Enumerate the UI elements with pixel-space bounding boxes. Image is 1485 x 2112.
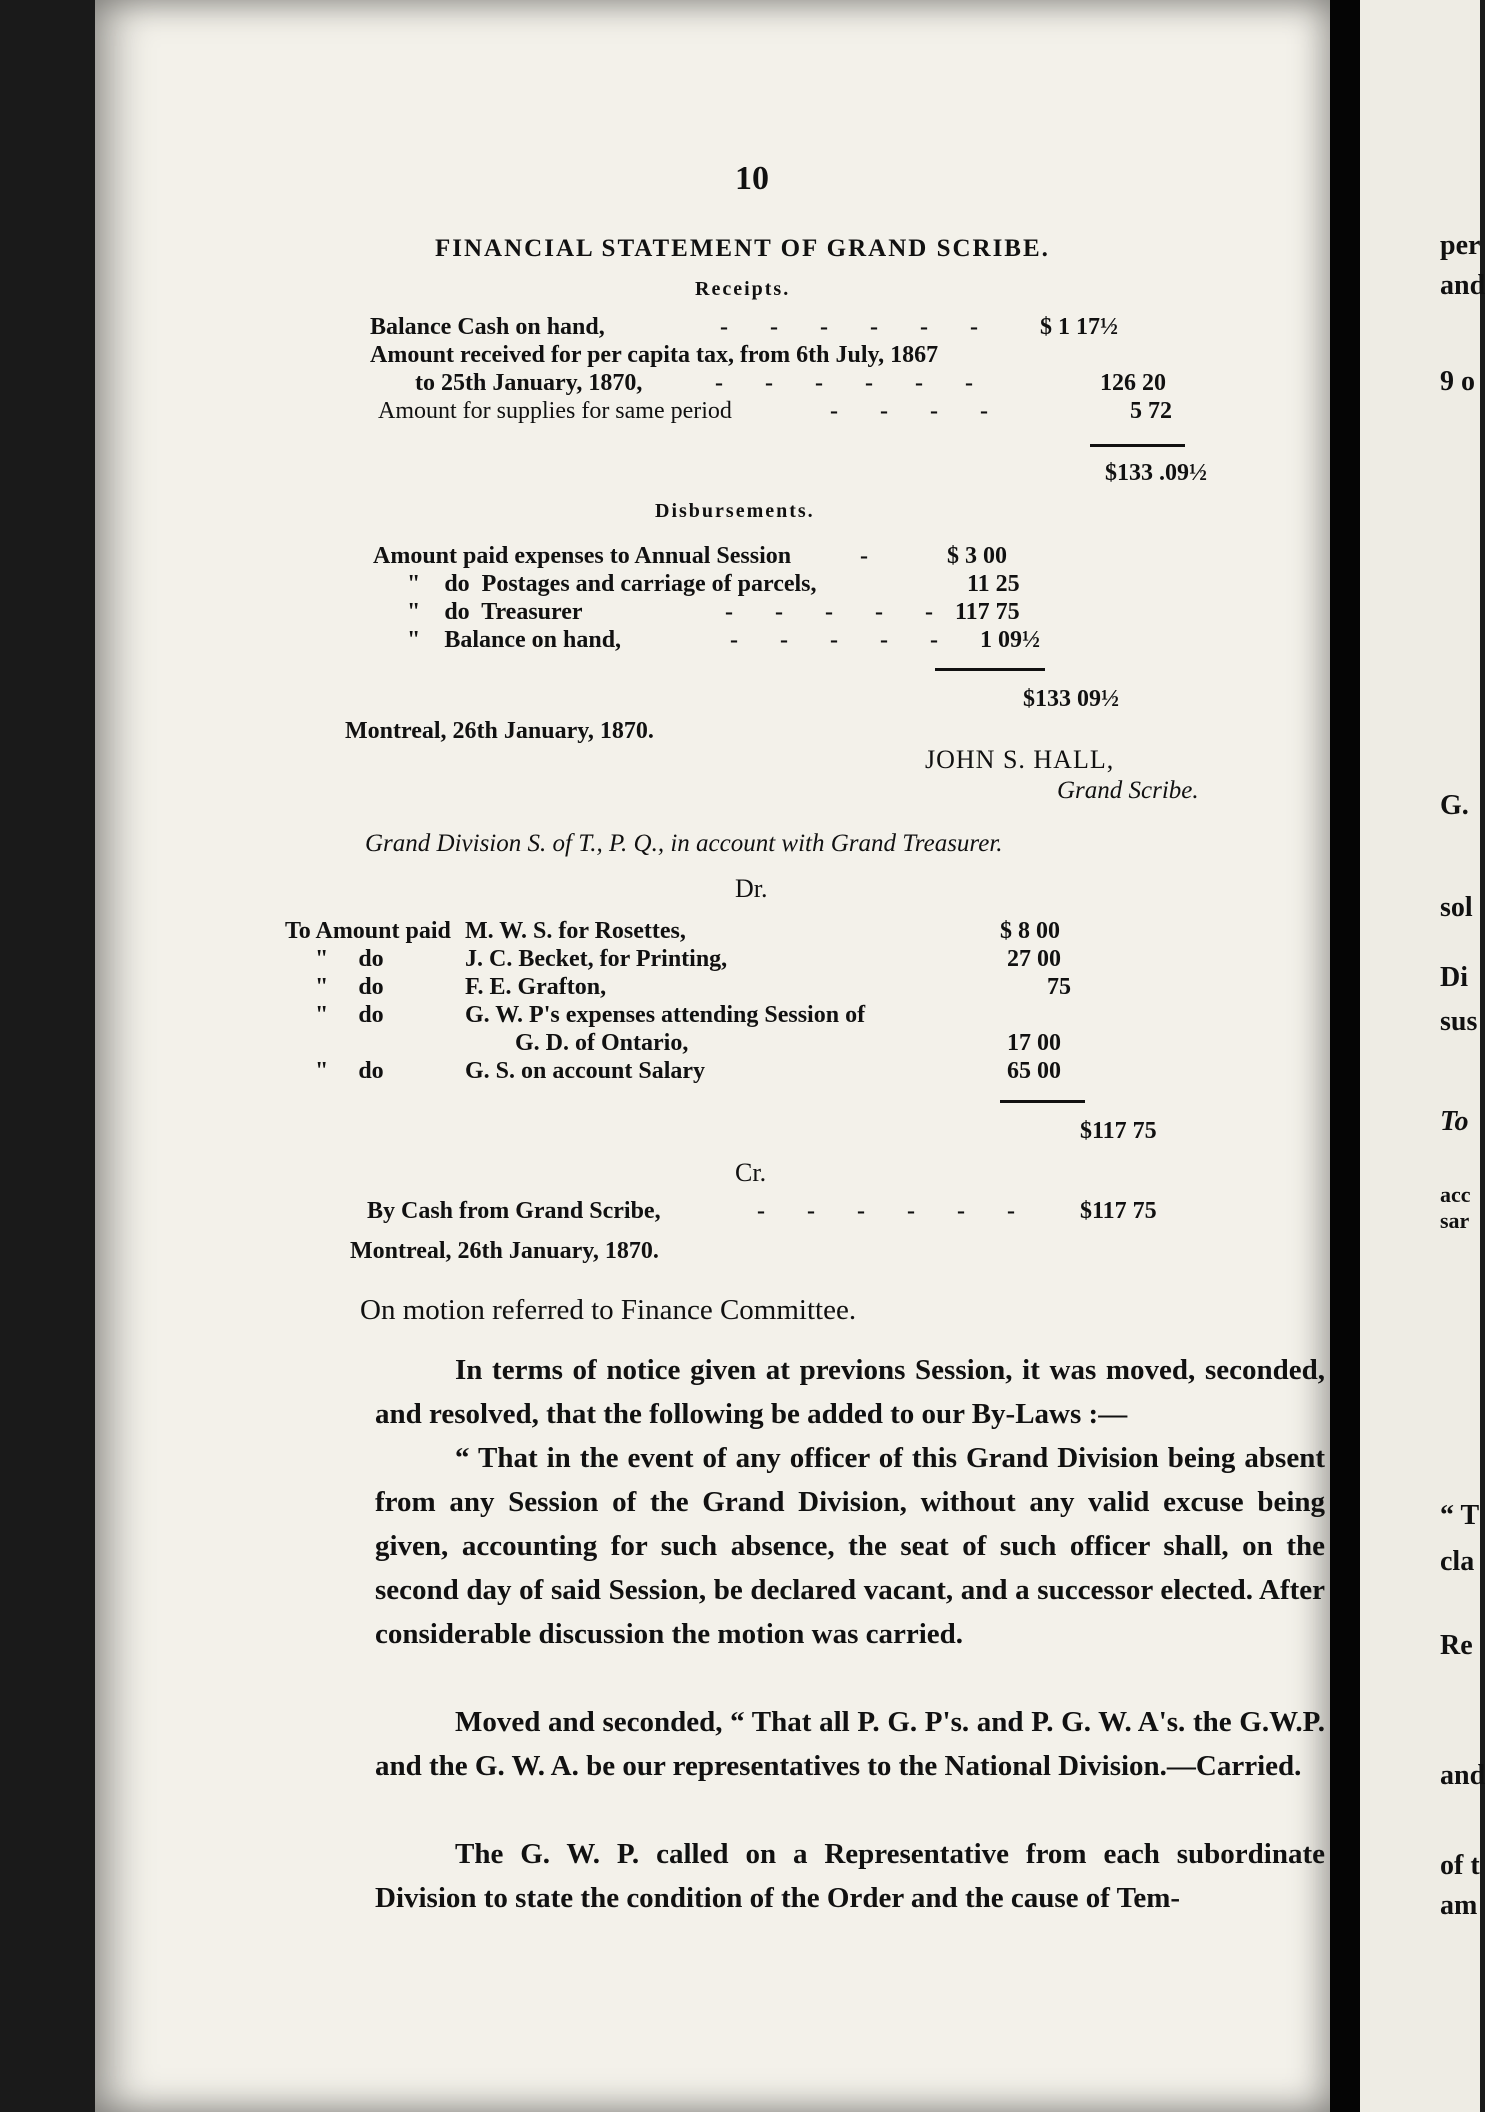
receipt-row-label: Amount for supplies for same period (378, 398, 732, 424)
dr-row-description: J. C. Becket, for Printing, (465, 946, 728, 972)
receipt-row-label: to 25th January, 1870, (415, 370, 643, 396)
dr-row-amount: 17 00 (1007, 1030, 1061, 1056)
dr-row-description: G. D. of Ontario, (515, 1030, 689, 1056)
dr-row-amount: 75 (1047, 974, 1071, 1000)
facing-page-fragment: sus (1440, 1006, 1478, 1037)
facing-page-fragment: Di (1440, 962, 1468, 993)
dr-row-col1: " do (315, 946, 384, 972)
facing-page-fragment: “ T (1440, 1500, 1480, 1531)
disbursement-row-amount: 11 25 (967, 571, 1020, 597)
dr-row-amount: 27 00 (1007, 946, 1061, 972)
facing-page-fragment: per (1440, 230, 1481, 261)
facing-page-fragment: and (1440, 270, 1485, 301)
receipt-row-leader: - - - - - - (720, 314, 996, 340)
disbursements-heading: Disbursements. (655, 500, 815, 522)
disbursement-row-amount: 1 09½ (980, 627, 1040, 653)
dr-row-amount: 65 00 (1007, 1058, 1061, 1084)
dr-row-amount: $ 8 00 (1000, 918, 1060, 944)
page-number: 10 (735, 160, 769, 197)
disbursement-row-label: " Balance on hand, (407, 627, 622, 653)
receipt-row-amount: 126 20 (1100, 370, 1166, 396)
receipt-row-amount: 5 72 (1130, 398, 1172, 424)
disbursements-total-rule (935, 668, 1045, 671)
facing-page-edge (1360, 0, 1480, 2112)
dr-row-description: G. S. on account Salary (465, 1058, 706, 1084)
paragraph-finance-committee: On motion referred to Finance Committee. (360, 1294, 857, 1326)
disbursements-total: $133 09½ (1023, 686, 1119, 712)
book-gutter (1330, 0, 1360, 2112)
disbursement-row-label: " do Treasurer (407, 599, 583, 625)
dr-row-col1: To Amount paid (285, 918, 451, 944)
facing-page-fragment: am (1440, 1890, 1478, 1921)
cr-row-label: By Cash from Grand Scribe, (367, 1198, 661, 1224)
receipt-row-leader: - - - - - - (715, 370, 991, 396)
dr-total: $117 75 (1080, 1118, 1157, 1144)
treasurer-account-heading: Grand Division S. of T., P. Q., in account with Grand Treasurer. (365, 830, 1003, 857)
facing-page-fragment: sar (1440, 1208, 1470, 1233)
dr-total-rule (1000, 1100, 1085, 1103)
disbursement-row-label: Amount paid expenses to Annual Session (373, 543, 792, 569)
disbursement-row-leader: - - - - - (730, 627, 956, 653)
receipt-row-amount: $ 1 17½ (1040, 314, 1118, 340)
dr-label: Dr. (735, 874, 768, 903)
paragraph-subordinate-divisions: The G. W. P. called on a Representative from each subordinate Division to state the condition of the Order and the cause of Tem- (375, 1838, 1325, 1914)
receipts-heading: Receipts. (695, 278, 791, 300)
facing-page-fragment: cla (1440, 1546, 1475, 1577)
disbursement-row-leader: - (860, 543, 868, 569)
statement-title: FINANCIAL STATEMENT OF GRAND SCRIBE. (435, 235, 1050, 262)
dr-row-description: M. W. S. for Rosettes, (465, 918, 686, 944)
dr-row-col1: " do (315, 1002, 384, 1028)
receipt-row-label: Balance Cash on hand, (370, 314, 605, 340)
dr-row-description: F. E. Grafton, (465, 974, 607, 1000)
facing-page-fragment: 9 o (1440, 366, 1475, 397)
facing-page-fragment: G. (1440, 790, 1469, 821)
dr-row-col1: " do (315, 974, 384, 1000)
scribe-statement-date: Montreal, 26th January, 1870. (345, 718, 654, 744)
disbursement-row-amount: $ 3 00 (947, 543, 1007, 569)
cr-row-leader: - - - - - - (757, 1198, 1033, 1224)
paragraph-representatives-motion: Moved and seconded, “ That all P. G. P's. and P. G. W. A's. the G.W.P. and the G. W. A. be our representatives to the National Division.—Carried. (375, 1706, 1325, 1782)
disbursement-row-amount: 117 75 (955, 599, 1020, 625)
receipt-row-leader: - - - - (830, 398, 1006, 424)
signature-title: Grand Scribe. (1057, 777, 1199, 804)
facing-page-fragment: and (1440, 1760, 1485, 1791)
dr-row-description: G. W. P's expenses attending Session of (465, 1002, 866, 1028)
book-page (95, 0, 1330, 2112)
receipt-row-label: Amount received for per capita tax, from 6th July, 1867 (370, 342, 939, 368)
disbursement-row-label: " do Postages and carriage of parcels, (407, 571, 817, 597)
facing-page-fragment: To (1440, 1106, 1469, 1137)
dr-row-col1: " do (315, 1058, 384, 1084)
facing-page-fragment: of t (1440, 1850, 1480, 1881)
cr-label: Cr. (735, 1158, 767, 1187)
paragraph-by-law-text: “ That in the event of any officer of this Grand Division being absent from any Session of the Grand Division, without any valid excuse being given, accounting for such absence, the seat of such officer shall, on the second day of said Session, be declared vacant, and a successor elected. After considerable discussion the motion was carried. (375, 1442, 1325, 1650)
facing-page-fragment: acc (1440, 1182, 1471, 1207)
treasurer-account-date: Montreal, 26th January, 1870. (350, 1238, 659, 1264)
signature-name: JOHN S. HALL, (925, 745, 1115, 774)
facing-page-fragment: Re (1440, 1630, 1473, 1661)
paragraph-by-laws-motion: In terms of notice given at previons Session, it was moved, seconded, and resolved, that the following be added to our By-Laws :— (375, 1354, 1325, 1430)
facing-page-fragment: sol (1440, 892, 1473, 923)
receipts-total: $133 .09½ (1105, 460, 1207, 486)
disbursement-row-leader: - - - - - (725, 599, 951, 625)
cr-row-amount: $117 75 (1080, 1198, 1157, 1224)
receipts-total-rule (1090, 444, 1185, 447)
